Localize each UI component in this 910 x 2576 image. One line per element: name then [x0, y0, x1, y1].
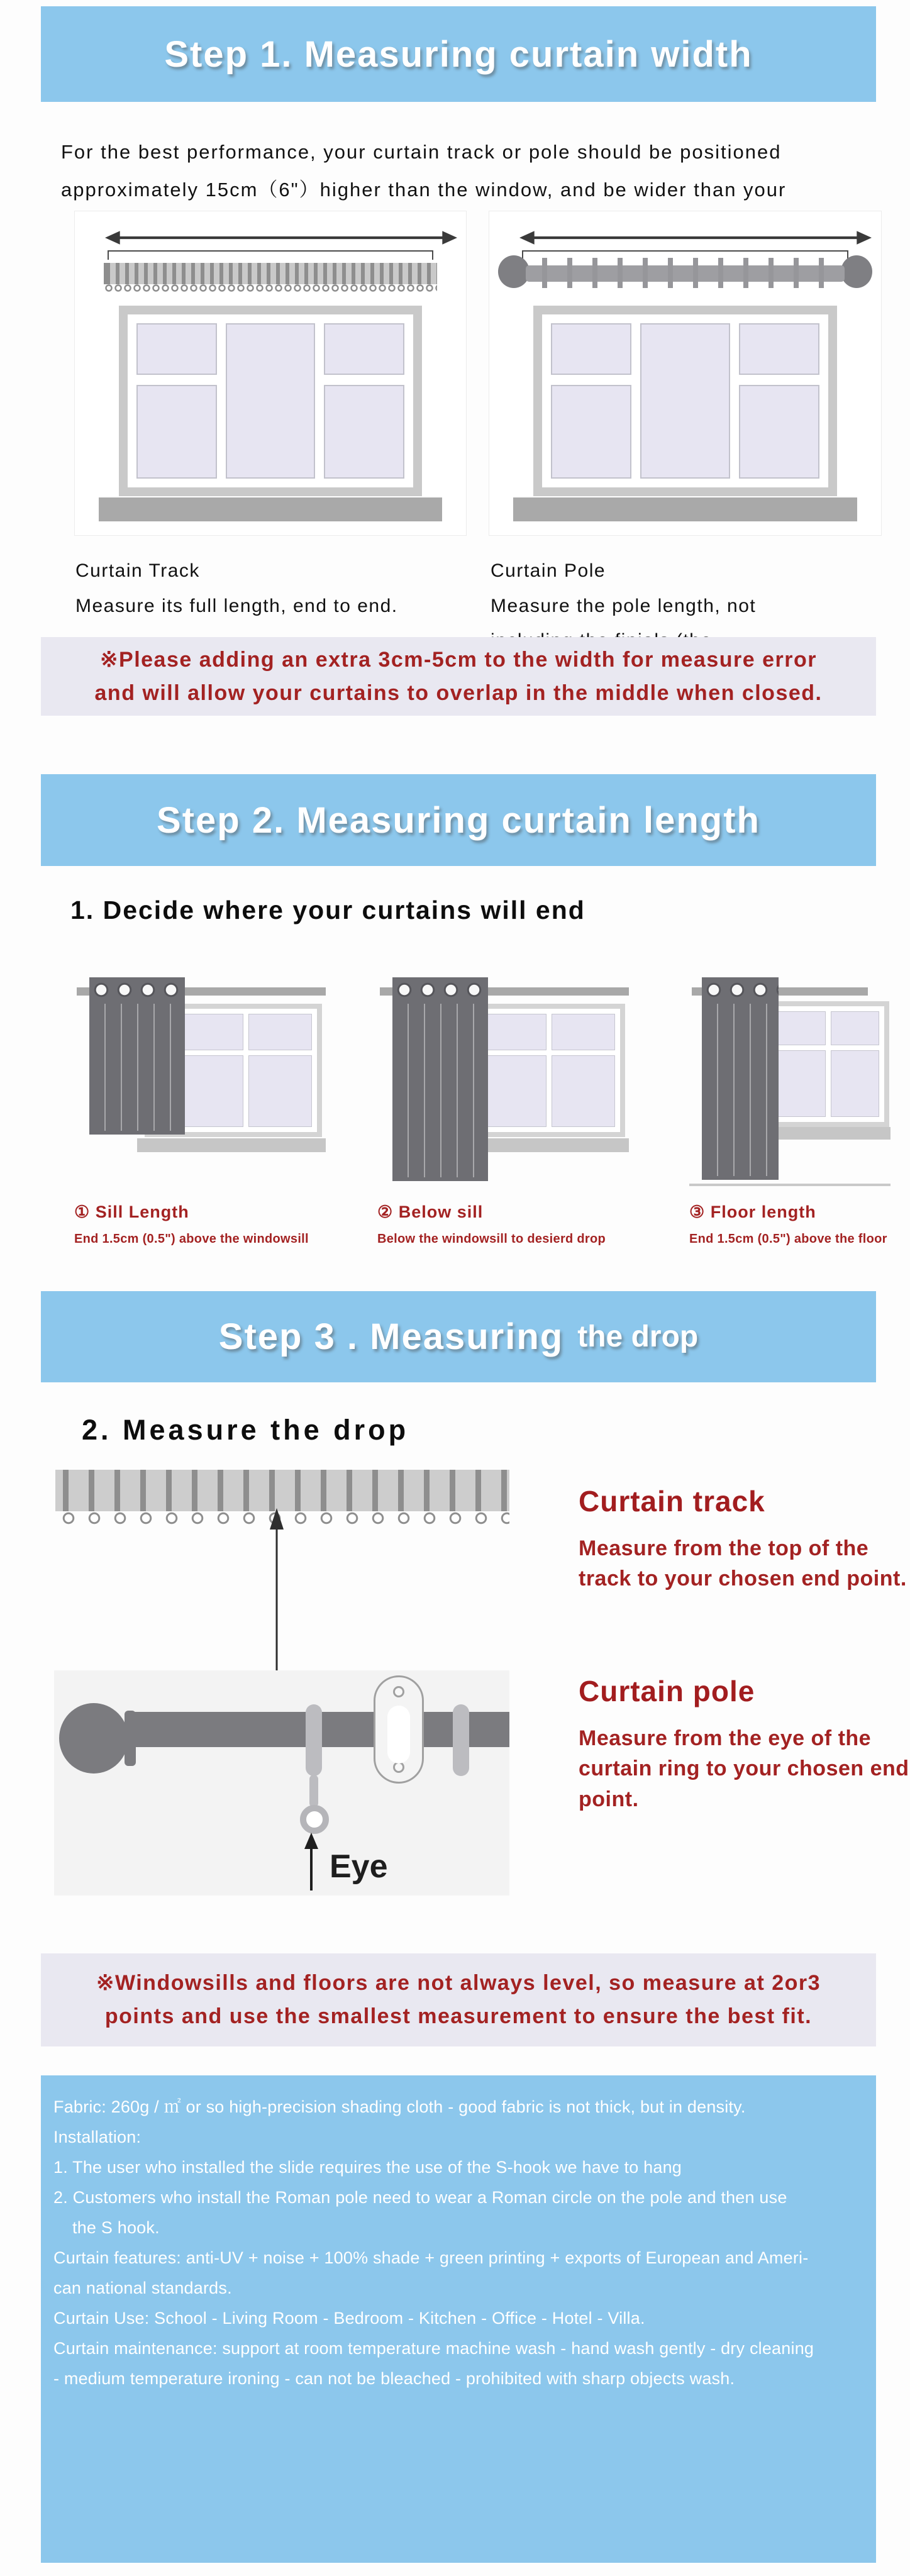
step2-banner-title: Step 2. Measuring curtain length	[157, 799, 760, 841]
info-line: 1. The user who installed the slide requires the use of the S-hook we have to hang	[53, 2158, 682, 2177]
window-column	[552, 1014, 615, 1127]
decide-end-heading: 1. Decide where your curtains will end	[70, 896, 585, 924]
window-pole-figure	[489, 211, 882, 536]
option-desc: End 1.5cm (0.5") above the windowsill	[74, 1232, 309, 1246]
info-line: - medium temperature ironing - can not be bleached - prohibited with sharp objects wash.	[53, 2369, 735, 2389]
window-frame	[542, 314, 828, 487]
pole-ring	[453, 1704, 469, 1776]
pole-rings-graphic	[542, 258, 828, 288]
window-pane	[831, 1050, 880, 1117]
window-frame	[128, 314, 413, 487]
pole-detail-graphic	[54, 1670, 509, 1896]
window-pane	[552, 1014, 615, 1050]
step3-banner-title: Step 3 . Measuring	[218, 1316, 564, 1357]
window-column	[136, 323, 217, 479]
window-pane	[324, 385, 404, 479]
option-below-sill	[377, 974, 629, 1246]
curtain-pole-body	[579, 1723, 909, 1814]
finial-ball-icon	[59, 1703, 128, 1774]
grommet-curtain-graphic	[702, 977, 779, 1180]
ring-stem	[309, 1775, 318, 1807]
window-column	[248, 1014, 312, 1127]
info-line: Fabric: 260g / ㎡ or so high-precision shading cloth - good fabric is not thick, but in density.	[53, 2097, 746, 2116]
up-arrow-icon	[303, 1833, 319, 1890]
window-pane	[248, 1014, 312, 1050]
curtain-track-caption-title: Curtain Track	[75, 560, 200, 581]
intro-text	[61, 133, 786, 209]
window-column	[551, 323, 631, 479]
info-line: Curtain Use: School - Living Room - Bedroom - Kitchen - Office - Hotel - Villa.	[53, 2309, 645, 2328]
intro-line-2: approximately 15cm（6"）higher than the window, and be wider than your	[61, 179, 787, 201]
step1-banner-title: Step 1. Measuring curtain width	[164, 33, 753, 75]
width-note-box	[41, 637, 876, 716]
level-note-box	[41, 1953, 876, 2046]
floor-line	[689, 1184, 891, 1186]
eye-label: Eye	[330, 1848, 388, 1885]
eye-ring-icon	[300, 1805, 329, 1834]
window-pane	[640, 323, 730, 479]
double-arrow-icon	[519, 229, 872, 247]
curtain-track-detail-text	[579, 1484, 907, 1594]
option-desc: End 1.5cm (0.5") above the floor	[689, 1232, 887, 1246]
window-graphic	[533, 306, 837, 496]
curtain-track-caption	[75, 553, 465, 623]
option-title: ② Below sill	[377, 1202, 484, 1221]
option-floor-length	[689, 974, 891, 1246]
info-line: 2. Customers who install the Roman pole need to wear a Roman circle on the pole and then use	[53, 2188, 787, 2207]
info-line: Installation:	[53, 2128, 141, 2147]
info-line: the S hook.	[72, 2218, 160, 2238]
curtain-track-body-1: Measure from the top of the	[579, 1536, 869, 1560]
level-note-line-1: ※Windowsills and floors are not always level, so measure at 2or3	[96, 1971, 821, 1996]
curtain-length-options	[74, 974, 891, 1246]
product-info-panel	[41, 2075, 876, 2563]
curtain-pole-detail-text	[579, 1674, 909, 1814]
grommet-curtain-graphic	[89, 977, 185, 1135]
screw-hole-icon	[393, 1686, 404, 1697]
curtain-track-caption-body: Measure its full length, end to end.	[75, 595, 398, 616]
window-pane	[136, 385, 217, 479]
measure-bracket	[108, 250, 433, 260]
window-graphic	[119, 306, 422, 496]
curtain-pole-body-1: Measure from the eye of the	[579, 1726, 872, 1750]
window-column	[640, 323, 730, 479]
step3-banner-subtitle: the drop	[577, 1320, 699, 1353]
intro-line-1: For the best performance, your curtain track or pole should be positioned	[61, 141, 782, 163]
window-pane	[551, 323, 631, 375]
windowsill	[137, 1138, 326, 1152]
double-arrow-icon	[105, 229, 457, 247]
bracket-slot	[387, 1706, 410, 1763]
width-note-line-1: ※Please adding an extra 3cm-5cm to the width for measure error	[100, 647, 817, 672]
window-pane	[831, 1011, 880, 1045]
option-title: ① Sill Length	[74, 1202, 189, 1221]
below-sill-graphic	[377, 974, 629, 1189]
sill-length-graphic	[74, 974, 326, 1189]
window-pane	[551, 385, 631, 479]
curtain-track-body	[579, 1533, 907, 1594]
curtain-pole-caption-title: Curtain Pole	[491, 560, 606, 581]
curtain-pole-caption-body-1: Measure the pole length, not	[491, 595, 757, 616]
step3-banner	[41, 1291, 876, 1382]
window-column	[226, 323, 316, 479]
windowsill	[513, 497, 857, 521]
window-pane	[248, 1055, 312, 1127]
window-pane	[136, 323, 217, 375]
curtain-pole-heading: Curtain pole	[579, 1675, 755, 1707]
info-line: can national standards.	[53, 2279, 232, 2298]
windowsill	[99, 497, 442, 521]
info-line: Curtain maintenance: support at room temperature machine wash - hand wash gently - dry cleaning	[53, 2339, 814, 2358]
measure-drop-heading: 2. Measure the drop	[82, 1414, 409, 1446]
track-detail-graphic	[55, 1470, 509, 1511]
window-column	[831, 1011, 880, 1117]
curtain-pole-body-2: curtain ring to your chosen end	[579, 1757, 909, 1781]
level-note-line-2: points and use the smallest measurement to ensure the best fit.	[104, 2004, 813, 2028]
grommet-curtain-graphic	[392, 977, 488, 1181]
finial-icon	[498, 255, 530, 288]
window-pane	[552, 1055, 615, 1127]
curtain-track-body-2: track to your chosen end point.	[579, 1567, 907, 1591]
option-title: ③ Floor length	[689, 1202, 816, 1221]
window-column	[324, 323, 404, 479]
pole-ring	[306, 1704, 322, 1776]
step1-banner	[41, 6, 876, 102]
width-note-line-2: and will allow your curtains to overlap in the middle when closed.	[94, 680, 823, 705]
window-pane	[739, 323, 819, 375]
curtain-track-graphic	[104, 263, 437, 284]
window-column	[739, 323, 819, 479]
curtain-pole-body-3: point.	[579, 1787, 639, 1811]
window-pane	[739, 385, 819, 479]
window-pane	[226, 323, 316, 479]
finial-icon	[841, 255, 872, 288]
window-pane	[324, 323, 404, 375]
option-desc: Below the windowsill to desierd drop	[377, 1232, 606, 1246]
window-track-figure	[74, 211, 467, 536]
curtain-track-heading: Curtain track	[579, 1485, 765, 1518]
step2-banner	[41, 774, 876, 866]
floor-length-graphic	[689, 974, 891, 1189]
info-line: Curtain features: anti-UV + noise + 100% shade + green printing + exports of European and Ameri-	[53, 2248, 809, 2268]
option-sill-length	[74, 974, 326, 1246]
